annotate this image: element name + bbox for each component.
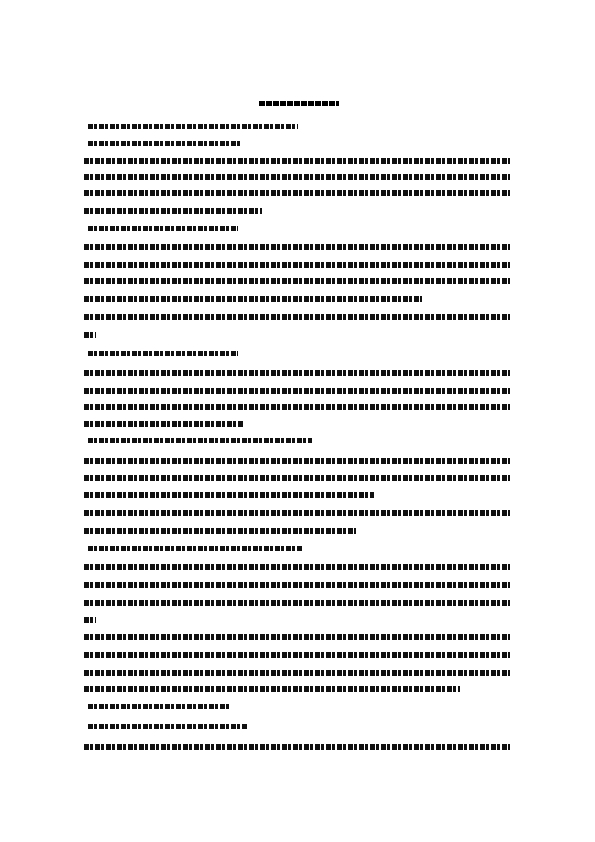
paragraph-line xyxy=(84,190,510,196)
paragraph-line xyxy=(84,670,510,676)
paragraph-line xyxy=(84,208,262,214)
title-line xyxy=(259,101,339,106)
paragraph-line xyxy=(84,744,510,750)
paragraph-line xyxy=(84,492,374,498)
paragraph-line xyxy=(84,600,510,606)
paragraph-line xyxy=(84,388,510,394)
paragraph-line xyxy=(84,458,510,464)
paragraph-line xyxy=(84,528,356,534)
heading-line xyxy=(88,438,312,443)
heading-line xyxy=(88,724,248,729)
heading-line xyxy=(88,141,240,146)
paragraph-line xyxy=(84,617,96,623)
paragraph-line xyxy=(84,582,510,588)
heading-line xyxy=(88,546,302,551)
paragraph-line xyxy=(84,332,96,338)
paragraph-line xyxy=(84,475,510,481)
paragraph-line xyxy=(84,404,510,410)
paragraph-line xyxy=(84,278,510,284)
paragraph-line xyxy=(84,158,510,164)
paragraph-line xyxy=(84,296,422,302)
heading-line xyxy=(88,704,230,709)
paragraph-line xyxy=(84,652,510,658)
heading-line xyxy=(88,351,238,356)
paragraph-line xyxy=(84,686,460,692)
paragraph-line xyxy=(84,262,510,268)
paragraph-line xyxy=(84,370,510,376)
paragraph-line xyxy=(84,174,510,180)
paragraph-line xyxy=(84,634,510,640)
heading-line xyxy=(88,226,238,231)
paragraph-line xyxy=(84,421,244,427)
paragraph-line xyxy=(84,244,510,250)
paragraph-line xyxy=(84,510,510,516)
paragraph-line xyxy=(84,314,510,320)
paragraph-line xyxy=(84,564,510,570)
heading-line xyxy=(88,124,298,129)
